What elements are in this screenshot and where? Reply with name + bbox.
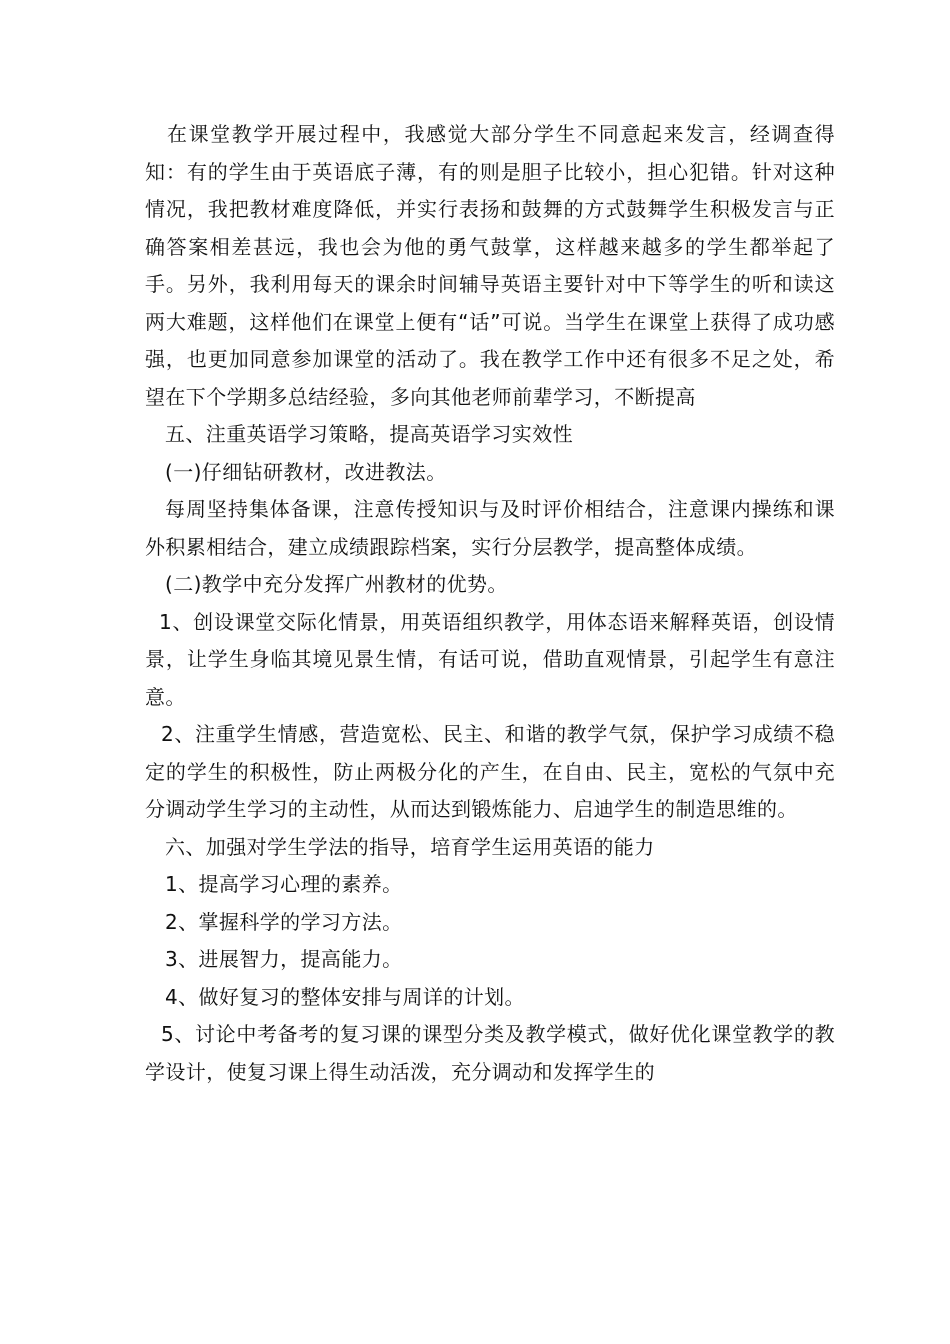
heading-section-five: 五、注重英语学习策略，提高英语学习实效性 <box>165 422 573 446</box>
list-item-exam-review: 5、讨论中考备考的复习课的课型分类及教学模式，做好优化课堂教学的教学设计，使复习课上得生动活泼，充分调动和发挥学生的 <box>145 1022 835 1084</box>
list-item-student-emotion: 2、注重学生情感，营造宽松、民主、和谐的教学气氛，保护学习成绩不稳定的学生的积极性，防止两极分化的产生，在自由、民主，宽松的气氛中充分调动学生学习的主动性，从而达到锻炼能力、启迪学生的制造思维的。 <box>145 722 835 821</box>
paragraph-lesson-prep: 每周坚持集体备课，注意传授知识与及时评价相结合，注意课内操练和课外积累相结合，建立成绩跟踪档案，实行分层教学，提高整体成绩。 <box>145 497 835 559</box>
list-item-intelligence: 3、进展智力，提高能力。 <box>165 947 403 971</box>
list-item-situational-teaching: 1、创设课堂交际化情景，用英语组织教学，用体态语来解释英语，创设情景，让学生身临其境见景生情，有话可说，借助直观情景，引起学生有意注意。 <box>145 609 835 709</box>
subheading-one: (一)仔细钻研教材，改进教法。 <box>165 459 447 484</box>
list-item-psychology: 1、提高学习心理的素养。 <box>165 872 403 896</box>
heading-section-six: 六、加强对学生学法的指导，培育学生运用英语的能力 <box>165 834 655 859</box>
document-body <box>145 116 835 1091</box>
list-item-review-plan: 4、做好复习的整体安排与周详的计划。 <box>165 984 525 1009</box>
paragraph-classroom-teaching: 在课堂教学开展过程中，我感觉大部分学生不同意起来发言，经调查得知：有的学生由于英语底子薄，有的则是胆子比较小，担心犯错。针对这种情况，我把教材难度降低，并实行表扬和鼓舞的方式鼓舞学生积极发言与正确答案相差甚远，我也会为他的勇气鼓掌，这样越来越多的学生都举起了手。另外，我利用每天的课余时间辅导英语主要针对中下等学生的听和读这两大难题，这样他们在课堂上便有“话”可说。当学生在课堂上获得了成功感强，也更加同意参加课堂的活动了。我在教学工作中还有很多不足之处，希望在下个学期多总结经验，多向其他老师前辈学习，不断提高 <box>145 122 835 409</box>
subheading-two: (二)教学中充分发挥广州教材的优势。 <box>165 572 508 596</box>
list-item-study-methods: 2、掌握科学的学习方法。 <box>165 909 403 934</box>
